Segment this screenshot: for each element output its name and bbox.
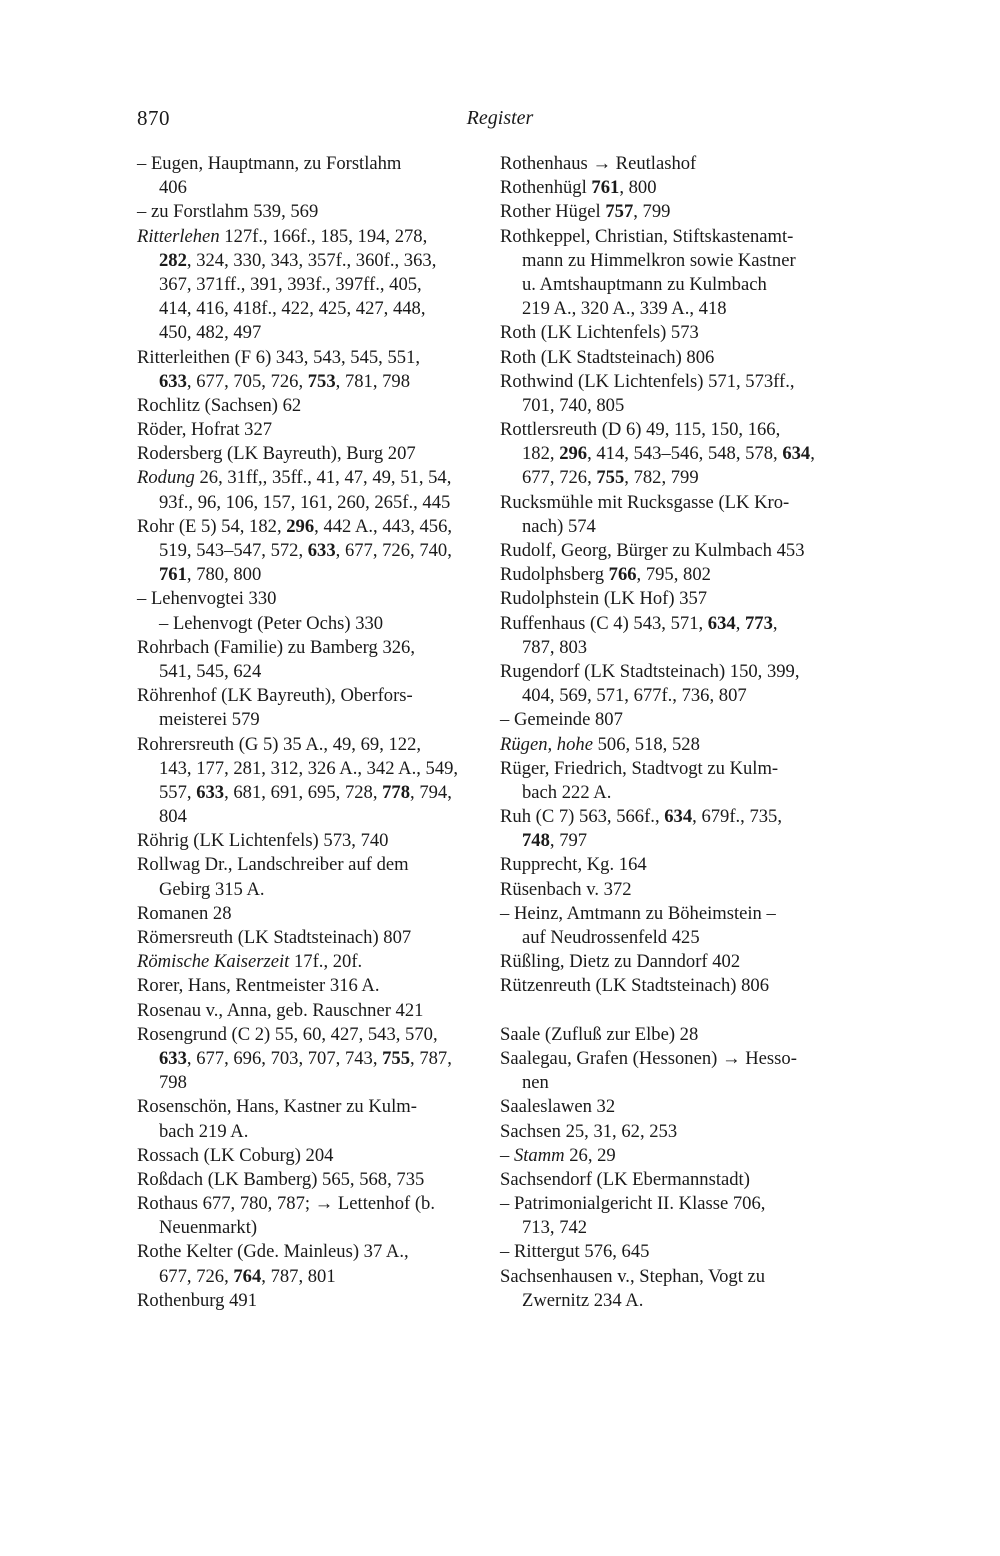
index-entry-continuation: 367, 371ff., 391, 393f., 397ff., 405,: [159, 273, 422, 295]
index-entry: Rohrersreuth (G 5) 35 A., 49, 69, 122,: [137, 733, 422, 755]
index-entry-continuation: 143, 177, 281, 312, 326 A., 342 A., 549,: [159, 757, 459, 779]
index-entry-continuation: meisterei 579: [159, 709, 260, 731]
index-entry: Rudolf, Georg, Bürger zu Kulmbach 453: [500, 540, 805, 561]
index-entry-continuation: bach 222 A.: [522, 781, 612, 803]
index-entry: Rothenhaus → Reutlashof: [500, 153, 697, 174]
index-entry-continuation: 219 A., 320 A., 339 A., 418: [522, 298, 727, 320]
index-entry: Rothaus 677, 780, 787; → Lettenhof (b.: [137, 1193, 435, 1215]
index-entry-continuation: 282, 324, 330, 343, 357f., 360f., 363,: [159, 249, 437, 271]
index-entry: Rugendorf (LK Stadtsteinach) 150, 399,: [500, 660, 800, 682]
index-entry: Rosengrund (C 2) 55, 60, 427, 543, 570,: [137, 1023, 438, 1045]
index-entry-continuation: 406: [159, 177, 187, 199]
index-entry: Rudolphsberg 766, 795, 802: [500, 564, 711, 586]
index-entry: Rothenhügl 761, 800: [500, 177, 657, 199]
index-entry: Roth (LK Stadtsteinach) 806: [500, 346, 715, 368]
index-entry-continuation: 414, 416, 418f., 422, 425, 427, 448,: [159, 298, 426, 320]
index-entry: Rorer, Hans, Rentmeister 316 A.: [137, 975, 380, 997]
index-entry: Röder, Hofrat 327: [137, 419, 273, 441]
index-entry: Rodersberg (LK Bayreuth), Burg 207: [137, 443, 416, 465]
index-entry: Rother Hügel 757, 799: [500, 201, 671, 223]
index-column-right: [500, 152, 835, 1313]
index-column-left: [137, 152, 477, 1313]
index-entry-continuation: 787, 803: [522, 636, 588, 658]
index-entry: Rothe Kelter (Gde. Mainleus) 37 A.,: [137, 1241, 409, 1263]
index-entry: Saaleslawen 32: [500, 1096, 616, 1118]
index-entry: Romanen 28: [137, 902, 232, 924]
index-entry: Rodung 26, 31ff,, 35ff., 41, 47, 49, 51, 54,: [137, 467, 452, 489]
index-entry: Rottlersreuth (D 6) 49, 115, 150, 166,: [500, 419, 781, 441]
index-entry: – Gemeinde 807: [500, 709, 623, 731]
index-entry: – Heinz, Amtmann zu Böheimstein –: [500, 902, 776, 924]
index-entry-continuation: 633, 677, 696, 703, 707, 743, 755, 787,: [159, 1047, 452, 1069]
index-entry: – Rittergut 576, 645: [500, 1241, 650, 1263]
index-entry-continuation: Neuenmarkt): [159, 1217, 258, 1239]
index-entry: – Eugen, Hauptmann, zu Forstlahm: [137, 153, 402, 174]
index-entry-continuation: 798: [159, 1072, 187, 1094]
index-entry-continuation: 713, 742: [522, 1217, 588, 1239]
index-entry: Rüsenbach v. 372: [500, 878, 632, 900]
index-entry: Rohr (E 5) 54, 182, 296, 442 A., 443, 456,: [137, 515, 453, 537]
index-entry: Ruh (C 7) 563, 566f., 634, 679f., 735,: [500, 806, 783, 828]
index-entry: – Stamm 26, 29: [500, 1144, 616, 1166]
index-entry: Ritterleithen (F 6) 343, 543, 545, 551,: [137, 346, 421, 368]
index-entry-continuation: 677, 726, 755, 782, 799: [522, 467, 699, 489]
section-gap: [500, 999, 835, 1023]
index-entry: Rossach (LK Coburg) 204: [137, 1144, 334, 1166]
index-entry: Rollwag Dr., Landschreiber auf dem: [137, 854, 409, 876]
index-entry: Rüßling, Dietz zu Danndorf 402: [500, 951, 741, 973]
index-entry: Ruffenhaus (C 4) 543, 571, 634, 773,: [500, 612, 778, 634]
index-entry: Rothenburg 491: [137, 1289, 257, 1311]
running-header-title: Register: [466, 107, 534, 129]
index-entry-continuation: 701, 740, 805: [522, 394, 625, 416]
index-entry-continuation: 761, 780, 800: [159, 564, 262, 586]
index-entry-continuation: – Lehenvogt (Peter Ochs) 330: [159, 612, 384, 634]
index-entry: Sachsenhausen v., Stephan, Vogt zu: [500, 1265, 766, 1287]
index-entry: Rochlitz (Sachsen) 62: [137, 394, 302, 416]
index-entry-continuation: mann zu Himmelkron sowie Kastner: [522, 249, 796, 271]
index-entry: Roßdach (LK Bamberg) 565, 568, 735: [137, 1168, 425, 1190]
index-entry: Römersreuth (LK Stadtsteinach) 807: [137, 927, 412, 948]
page-number: 870: [137, 106, 170, 130]
index-entry-continuation: Zwernitz 234 A.: [522, 1289, 644, 1311]
index-entry: Rützenreuth (LK Stadtsteinach) 806: [500, 975, 770, 997]
index-entry: Rosenschön, Hans, Kastner zu Kulm-: [137, 1096, 417, 1118]
index-entry: Rucksmühle mit Rucksgasse (LK Kro-: [500, 491, 790, 513]
index-entry: Sachsen 25, 31, 62, 253: [500, 1120, 678, 1142]
index-entry-continuation: bach 219 A.: [159, 1120, 249, 1142]
index-entry: Rügen, hohe 506, 518, 528: [500, 733, 700, 755]
index-entry-continuation: 557, 633, 681, 691, 695, 728, 778, 794,: [159, 781, 452, 803]
index-entry: Röhrenhof (LK Bayreuth), Oberfors-: [137, 685, 413, 707]
index-entry: Rosenau v., Anna, geb. Rauschner 421: [137, 999, 424, 1021]
index-entry: Saale (Zufluß zur Elbe) 28: [500, 1023, 699, 1045]
index-entry: Rüger, Friedrich, Stadtvogt zu Kulm-: [500, 757, 779, 779]
index-entry-continuation: 633, 677, 705, 726, 753, 781, 798: [159, 370, 411, 392]
index-entry: Rudolphstein (LK Hof) 357: [500, 588, 708, 610]
index-entry: Roth (LK Lichtenfels) 573: [500, 322, 699, 344]
index-entry: Rupprecht, Kg. 164: [500, 854, 647, 876]
index-entry: Rothkeppel, Christian, Stiftskastenamt-: [500, 225, 794, 247]
index-entry-continuation: auf Neudrossenfeld 425: [522, 927, 700, 948]
index-entry-continuation: Gebirg 315 A.: [159, 878, 265, 900]
index-entry-continuation: nach) 574: [522, 515, 596, 537]
index-entry-continuation: 450, 482, 497: [159, 322, 262, 344]
index-entry-continuation: 748, 797: [522, 830, 588, 852]
index-entry: Röhrig (LK Lichtenfels) 573, 740: [137, 830, 389, 852]
index-entry-continuation: 404, 569, 571, 677f., 736, 807: [522, 685, 747, 707]
index-entry-continuation: 519, 543–547, 572, 633, 677, 726, 740,: [159, 540, 452, 561]
index-entry: – Lehenvogtei 330: [137, 588, 277, 610]
index-entry-continuation: nen: [522, 1072, 549, 1094]
index-entry: Saalegau, Grafen (Hessonen) → Hesso-: [500, 1047, 797, 1069]
index-entry: – zu Forstlahm 539, 569: [137, 201, 319, 223]
index-entry-continuation: 93f., 96, 106, 157, 161, 260, 265f., 445: [159, 491, 451, 513]
index-entry-continuation: 541, 545, 624: [159, 660, 262, 682]
index-entry-continuation: u. Amtshauptmann zu Kulmbach: [522, 273, 767, 295]
index-entry-continuation: 182, 296, 414, 543–546, 548, 578, 634,: [522, 443, 815, 465]
index-entry: Rohrbach (Familie) zu Bamberg 326,: [137, 636, 415, 658]
index-entry-continuation: 804: [159, 806, 187, 828]
index-entry: Ritterlehen 127f., 166f., 185, 194, 278,: [137, 225, 428, 247]
index-entry: – Patrimonialgericht II. Klasse 706,: [500, 1193, 766, 1215]
index-entry: Rothwind (LK Lichtenfels) 571, 573ff.,: [500, 370, 795, 392]
index-entry: Römische Kaiserzeit 17f., 20f.: [137, 951, 363, 973]
index-entry-continuation: 677, 726, 764, 787, 801: [159, 1265, 336, 1287]
index-entry: Sachsendorf (LK Ebermannstadt): [500, 1168, 750, 1190]
